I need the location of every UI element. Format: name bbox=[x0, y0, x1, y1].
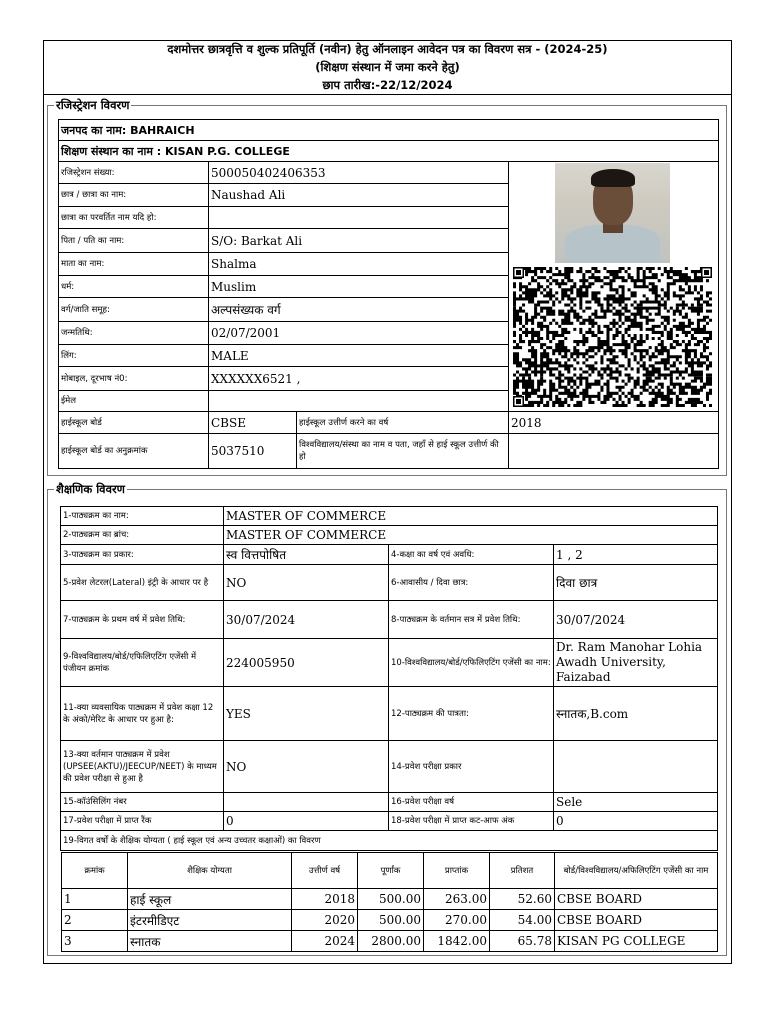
hs-univ-label: विश्वविद्यालय/संस्था का नाम व पता, जहाँ से हाई स्कूल उत्तीर्ण की हो bbox=[297, 434, 509, 469]
dob-label: जन्मतिथि: bbox=[59, 322, 209, 345]
category-label: वर्ग/जाति समूह: bbox=[59, 298, 209, 322]
cell-max-marks: 500.00 bbox=[358, 889, 424, 910]
hs-roll-value: 5037510 bbox=[209, 434, 297, 469]
mother-name-label: माता का नाम: bbox=[59, 253, 209, 276]
father-name-label: पिता / पति का नाम: bbox=[59, 229, 209, 253]
rank-value: 0 bbox=[224, 812, 389, 831]
branch-value: MASTER OF COMMERCE bbox=[224, 526, 718, 545]
cell-board: CBSE BOARD bbox=[555, 889, 718, 910]
cell-serial: 2 bbox=[62, 910, 128, 931]
cutoff-value: 0 bbox=[554, 812, 718, 831]
cell-qualification: स्नातक bbox=[128, 931, 292, 952]
cell-obtained: 263.00 bbox=[424, 889, 490, 910]
course-name-label: 1-पाठ्यक्रम का नाम: bbox=[61, 507, 224, 526]
class-year-label: 4-कक्षा का वर्ष एवं अवधि: bbox=[389, 545, 554, 565]
cell-qualification: इंटरमीडिएट bbox=[128, 910, 292, 931]
cell-qualification: हाई स्कूल bbox=[128, 889, 292, 910]
hs-board-value: CBSE bbox=[209, 412, 297, 434]
hs-year-label: हाईस्कूल उत्तीर्ण करने का वर्ष bbox=[297, 412, 509, 434]
mobile-label: मोबाइल, दूरभाष नं0: bbox=[59, 367, 209, 391]
agency-value: Dr. Ram Manohar Lohia Awadh University, Faizabad bbox=[554, 639, 718, 687]
counselling-label: 15-कॉउंसिलिंग नंबर bbox=[61, 793, 224, 812]
hs-board-label: हाईस्कूल बोर्ड bbox=[59, 412, 209, 434]
col-serial: क्रमांक bbox=[62, 853, 128, 889]
district-name: जनपद का नाम: BAHRAICH bbox=[59, 120, 719, 141]
alt-name-label: छात्रा का परवर्तित नाम यदि हो: bbox=[59, 207, 209, 229]
registration-legend: रजिस्ट्रेशन विवरण bbox=[56, 98, 130, 112]
email-label: ईमेल bbox=[59, 391, 209, 412]
reg-value: 500050402406353 bbox=[209, 162, 509, 184]
col-year: उत्तीर्ण वर्ष bbox=[292, 853, 358, 889]
agency-label: 10-विश्वविद्यालय/बोर्ड/एफिलिएटिंग एजेंसी का नाम: bbox=[389, 639, 554, 687]
document-header bbox=[43, 40, 732, 95]
hostel-label: 6-आवासीय / दिवा छात्र: bbox=[389, 565, 554, 601]
col-percent: प्रतिशत bbox=[490, 853, 555, 889]
print-date: छाप तारीख:-22/12/2024 bbox=[322, 78, 453, 92]
prev-qualification-label: 19-विगत वर्षों के शैक्षिक योग्यता ( हाई स्कूल एवं अन्य उच्चतर कक्षाओं) का विवरण bbox=[61, 831, 718, 851]
table-row bbox=[62, 889, 718, 910]
merit-value: YES bbox=[224, 687, 389, 741]
academic-table bbox=[60, 506, 718, 851]
qualification-table bbox=[61, 852, 718, 952]
student-photo bbox=[555, 163, 670, 263]
current-admit-value: 30/07/2024 bbox=[554, 601, 718, 639]
rank-label: 17-प्रवेश परीक्षा में प्राप्त रैंक bbox=[61, 812, 224, 831]
cell-max-marks: 2800.00 bbox=[358, 931, 424, 952]
header-subtitle: (शिक्षण संस्थान में जमा करने हेतु) bbox=[315, 60, 460, 74]
student-name-label: छात्र / छात्रा का नाम: bbox=[59, 184, 209, 207]
eligibility-label: 12-पाठ्यक्रम की पात्रता: bbox=[389, 687, 554, 741]
cell-serial: 1 bbox=[62, 889, 128, 910]
cell-board: KISAN PG COLLEGE bbox=[555, 931, 718, 952]
eligibility-value: स्नातक,B.com bbox=[554, 687, 718, 741]
hs-year-value: 2018 bbox=[509, 412, 719, 434]
course-type-label: 3-पाठ्यक्रम का प्रकार: bbox=[61, 545, 224, 565]
mother-name-value: Shalma bbox=[209, 253, 509, 276]
student-name-value: Naushad Ali bbox=[209, 184, 509, 207]
first-admit-value: 30/07/2024 bbox=[224, 601, 389, 639]
col-qualification: शैक्षिक योग्यता bbox=[128, 853, 292, 889]
cell-percent: 52.60 bbox=[490, 889, 555, 910]
gender-label: लिंग: bbox=[59, 345, 209, 367]
col-max-marks: पूर्णांक bbox=[358, 853, 424, 889]
first-admit-label: 7-पाठ्यक्रम के प्रथम वर्ष में प्रवेश तिथि: bbox=[61, 601, 224, 639]
cutoff-label: 18-प्रवेश परीक्षा में प्राप्त कट-आफ अंक bbox=[389, 812, 554, 831]
entrance-year-value: Sele bbox=[554, 793, 718, 812]
hs-roll-label: हाईस्कूल बोर्ड का अनुक्रमांक bbox=[59, 434, 209, 469]
hs-univ-value bbox=[509, 434, 719, 469]
category-value: अल्पसंख्यक वर्ग bbox=[209, 298, 509, 322]
current-admit-label: 8-पाठ्यक्रम के वर्तमान सत्र में प्रवेश तिथि: bbox=[389, 601, 554, 639]
cell-obtained: 1842.00 bbox=[424, 931, 490, 952]
father-name-value: S/O: Barkat Ali bbox=[209, 229, 509, 253]
alt-name-value bbox=[209, 207, 509, 229]
branch-label: 2-पाठ्यक्रम का ब्रांच: bbox=[61, 526, 224, 545]
mobile-value: XXXXXX6521 , bbox=[209, 367, 509, 391]
merit-label: 11-क्या व्यवसायिक पाठ्यक्रम में प्रवेश कक्षा 12 के अंको/मेरिट के आधार पर हुआ है: bbox=[61, 687, 224, 741]
col-board: बोर्ड/विश्वविद्यालय/अफिलिएटिंग एजेंसी का नाम bbox=[555, 853, 718, 889]
qr-code bbox=[513, 267, 712, 407]
cell-year: 2024 bbox=[292, 931, 358, 952]
table-row bbox=[62, 910, 718, 931]
hostel-value: दिवा छात्र bbox=[554, 565, 718, 601]
cell-percent: 54.00 bbox=[490, 910, 555, 931]
entrance-label: 13-क्या वर्तमान पाठ्यक्रम में प्रवेश (UPSEE(AKTU)/JEECUP/NEET) के माध्यम की प्रवेश परीक्षा से हुआ है bbox=[61, 741, 224, 793]
cell-year: 2018 bbox=[292, 889, 358, 910]
cell-percent: 65.78 bbox=[490, 931, 555, 952]
entrance-type-label: 14-प्रवेश परीक्षा प्रकार bbox=[389, 741, 554, 793]
class-year-value: 1 , 2 bbox=[554, 545, 718, 565]
course-name-value: MASTER OF COMMERCE bbox=[224, 507, 718, 526]
religion-label: धर्म: bbox=[59, 276, 209, 298]
cell-year: 2020 bbox=[292, 910, 358, 931]
reg-no-value: 224005950 bbox=[224, 639, 389, 687]
institute-name: शिक्षण संस्थान का नाम : KISAN P.G. COLLEGE bbox=[59, 141, 719, 162]
dob-value: 02/07/2001 bbox=[209, 322, 509, 345]
course-type-value: स्व वित्तपोषित bbox=[224, 545, 389, 565]
cell-serial: 3 bbox=[62, 931, 128, 952]
col-obtained: प्राप्तांक bbox=[424, 853, 490, 889]
reg-label: रजिस्ट्रेशन संख्या: bbox=[59, 162, 209, 184]
entrance-type-value bbox=[554, 741, 718, 793]
cell-max-marks: 500.00 bbox=[358, 910, 424, 931]
cell-board: CBSE BOARD bbox=[555, 910, 718, 931]
email-value bbox=[209, 391, 509, 412]
academic-legend: शैक्षणिक विवरण bbox=[56, 482, 125, 496]
gender-value: MALE bbox=[209, 345, 509, 367]
entrance-value: NO bbox=[224, 741, 389, 793]
entrance-year-label: 16-प्रवेश परीक्षा वर्ष bbox=[389, 793, 554, 812]
header-title: दशमोत्तर छात्रवृत्ति व शुल्क प्रतिपूर्ति (नवीन) हेतु ऑनलाइन आवेदन पत्र का विवरण सत्र - (2024-25) bbox=[167, 42, 608, 56]
counselling-value bbox=[224, 793, 389, 812]
table-row bbox=[62, 931, 718, 952]
religion-value: Muslim bbox=[209, 276, 509, 298]
lateral-label: 5-प्रवेश लेटरल(Lateral) इंट्री के आधार पर है bbox=[61, 565, 224, 601]
reg-no-label: 9-विश्वविद्यालय/बोर्ड/एफिलिएटिंग एजेंसी में पंजीयन क्रमांक bbox=[61, 639, 224, 687]
cell-obtained: 270.00 bbox=[424, 910, 490, 931]
lateral-value: NO bbox=[224, 565, 389, 601]
